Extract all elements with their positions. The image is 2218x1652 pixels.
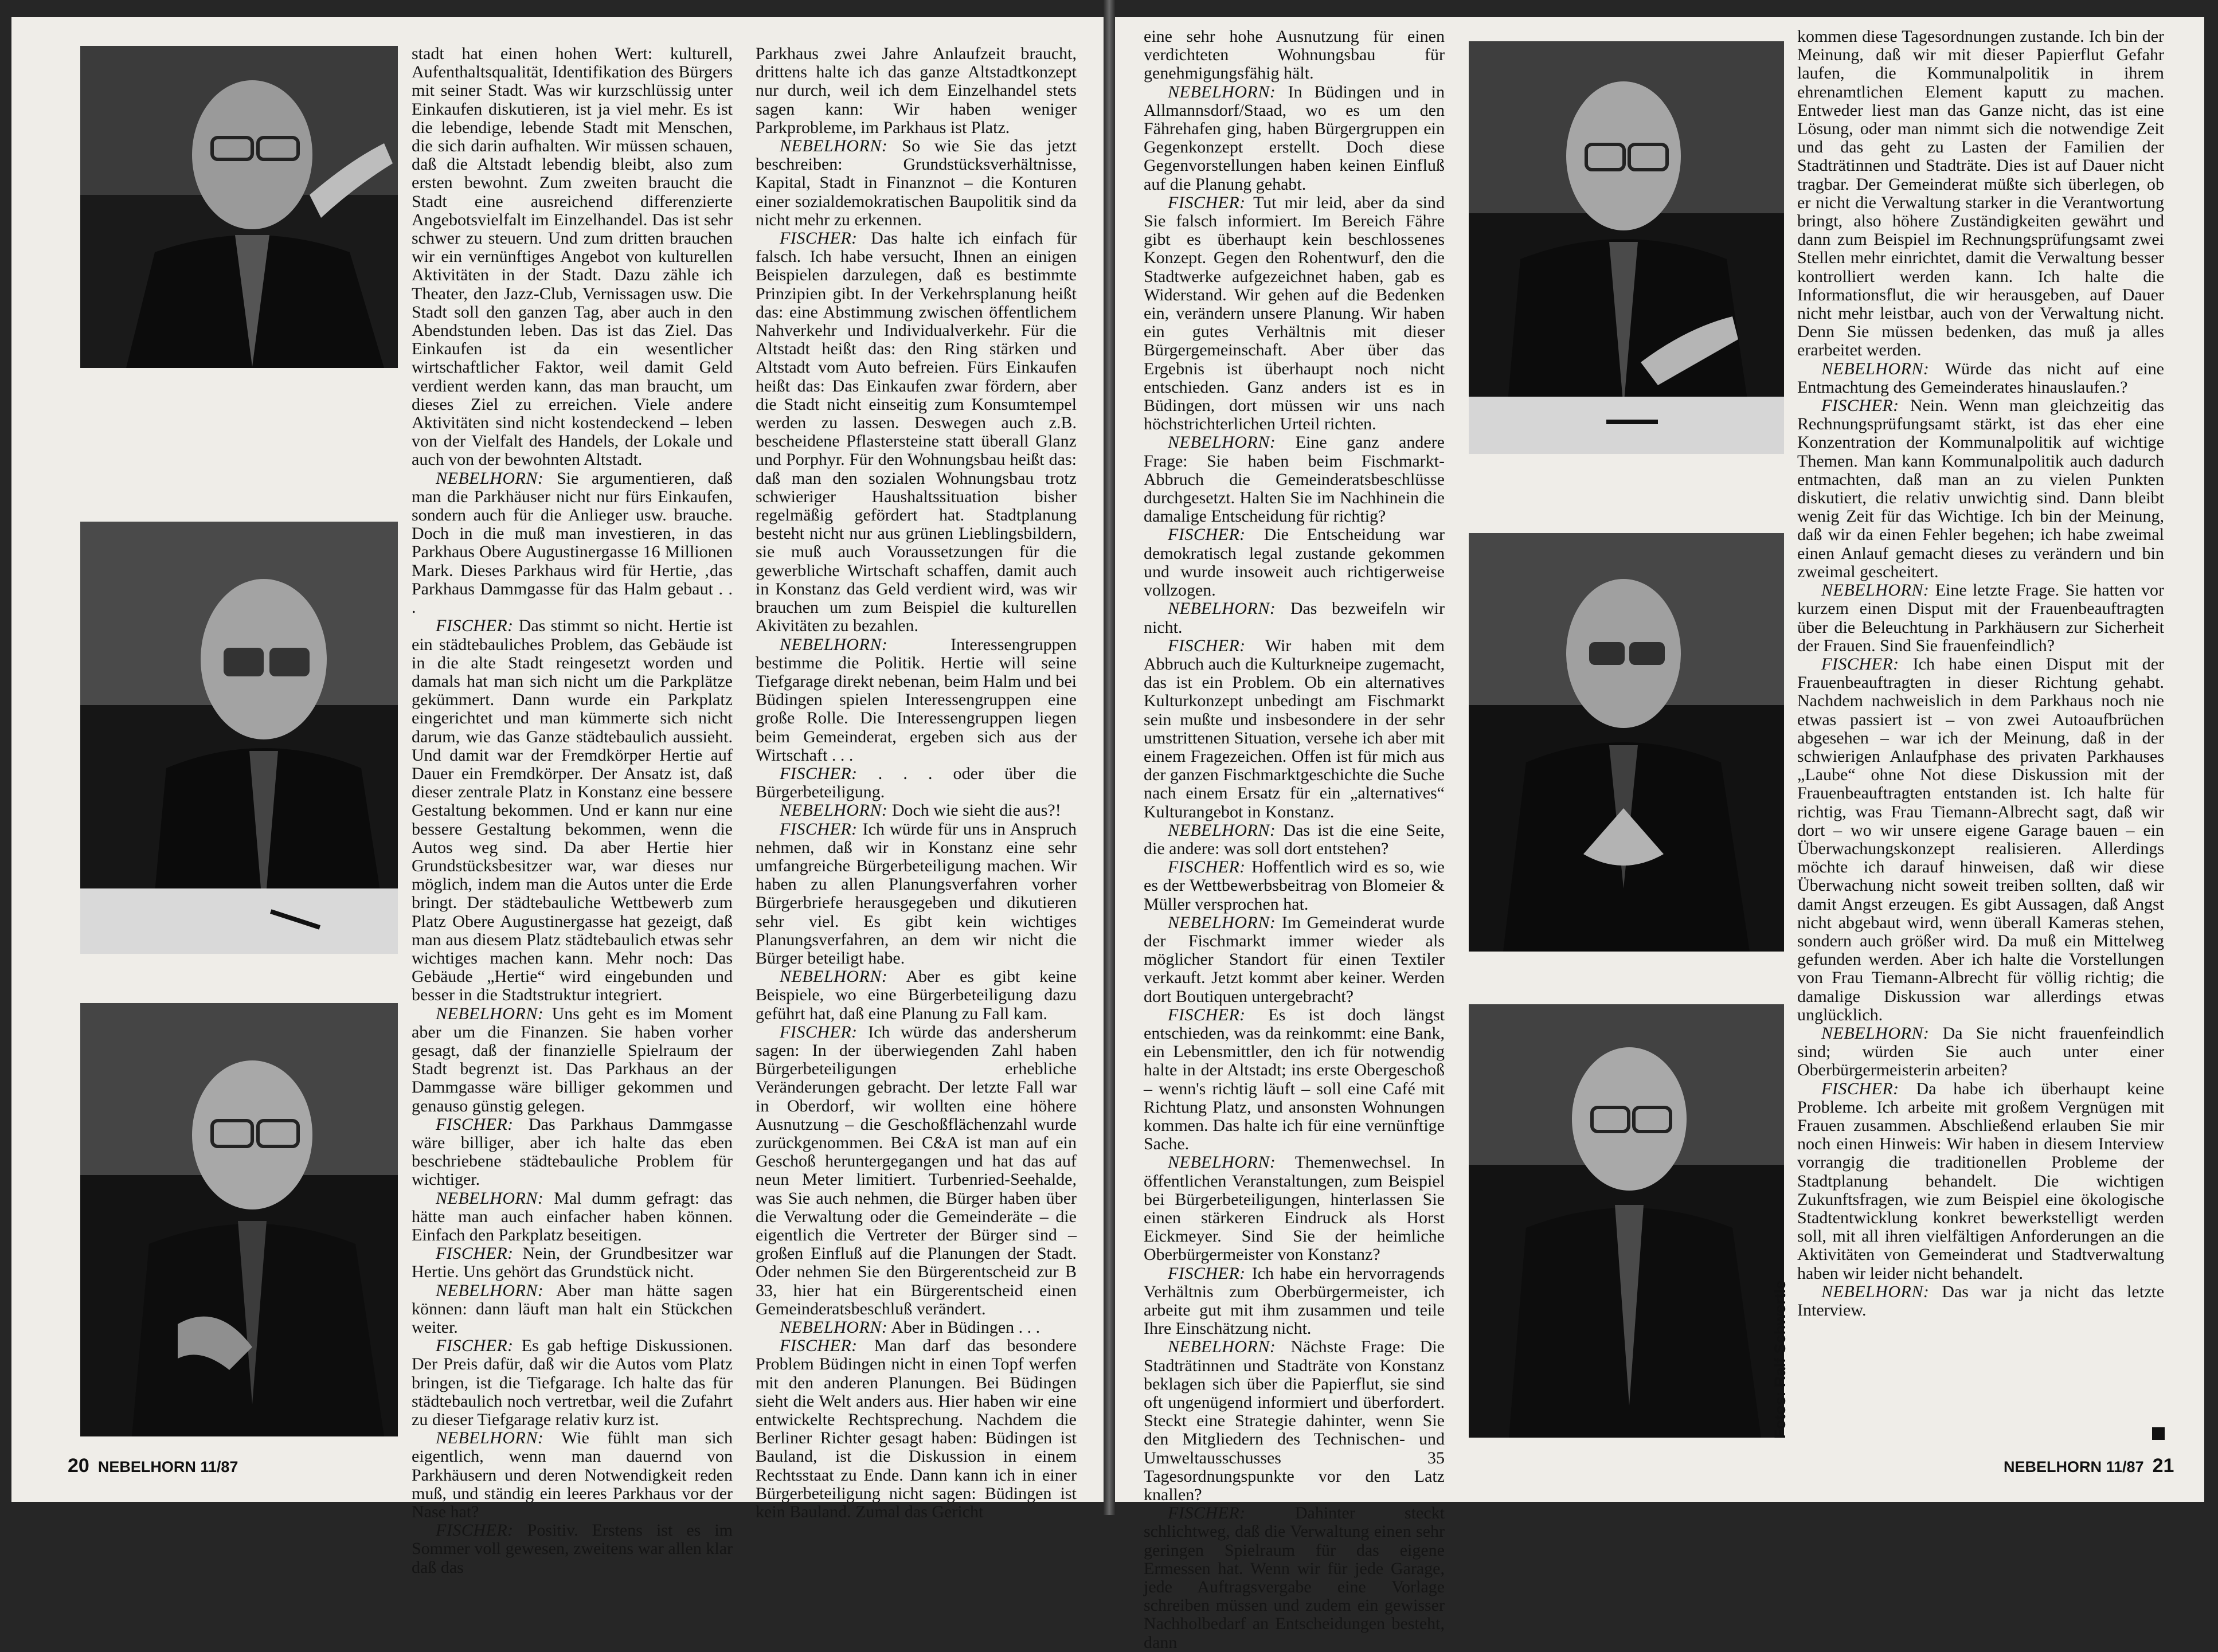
portrait-photo-1-image — [80, 46, 398, 368]
paragraph: FISCHER: Man darf das besondere Problem Büdingen nicht in einen Topf werfen mit den anderen Planungen. Bei Büdingen sieht die Welt anders aus. Hier haben wir eine entwickelte Rechtsprechung. Nachdem die Berliner Richter gesagt haben: Büdingen ist Bauland, ist die Diskussion in einem Rechtsstaat zu Ende. Dann kann ich in einer Bürgerbeteiligung nicht sagen: Büdingen ist kein Bauland. Zumal das Gericht — [756, 1336, 1077, 1522]
paragraph: FISCHER: Dahinter steckt schlichtweg, daß die Verwaltung einen sehr geringen Spielraum für das eigene Ermessen hat. Wenn wir für jede Garage, jede Auftragsvergabe eine Vorlage schreiben müssen und zudem ein gewisser Nachholbedarf an Entscheidungen besteht, dann — [1144, 1504, 1445, 1652]
paragraph: NEBELHORN: Aber es gibt keine Beispiele, wo eine Bürgerbeteiligung dazu geführt hat, daß eine Planung zu Fall kam. — [756, 967, 1077, 1023]
paragraph: FISCHER: Nein, der Grundbesitzer war Hertie. Uns gehört das Grundstück nicht. — [412, 1244, 733, 1282]
paragraph: FISCHER: Positiv. Erstens ist es im Sommer voll gewesen, zweitens war allen klar daß das — [412, 1521, 733, 1577]
portrait-photo-3 — [80, 1003, 398, 1436]
article-column-2 — [756, 44, 1077, 1522]
paragraph: FISCHER: . . . oder über die Bürgerbeteiligung. — [756, 764, 1077, 802]
paragraph: NEBELHORN: Interessengruppen bestimme die Politik. Hertie will seine Tiefgarage direkt nebenan, beim Halm und bei Büdingen spielen Interessengruppen eine große Rolle. Die Interessengruppen liegen beim Gemeinderat, ergeben sich aus der Wirtschaft . . . — [756, 635, 1077, 765]
paragraph: FISCHER: Es gab heftige Diskussionen. Der Preis dafür, daß wir die Autos vom Platz bringen, ist die Tiefgarage. Ich halte das für städtebaulich noch vertretbar, weil die Zufahrt zu dieser Tiefgarage relativ kurz ist. — [412, 1336, 733, 1430]
paragraph: NEBELHORN: Das war ja nicht das letzte Interview. — [1797, 1282, 2165, 1320]
portrait-photo-1 — [80, 46, 398, 368]
portrait-photo-6 — [1469, 1004, 1784, 1438]
portrait-photo-4 — [1469, 41, 1784, 454]
paragraph: NEBELHORN: Das bezweifeln wir nicht. — [1144, 599, 1445, 637]
paragraph: FISCHER: Ich habe einen Disput mit der Frauenbeauftragten in dieser Richtung gehabt. Nachdem nachweislich in dem Parkhaus noch nie etwas passiert ist – von zwei Autoaufbrüchen abgesehen – war ich der Meinung, daß in der schwierigen Anlaufphase des privaten Parkhauses „Laube“ ohne Not diese Diskussion mit der Frauenbeauftragten entstanden ist. Ich halte für richtig, was Frau Tiemann-Albrecht sagt, daß wir dort – wo wir unsere eigene Garage bauen – ein Überwachungskonzept realisieren. Allerdings möchte ich darauf hinweisen, daß wir diese Überwachung nicht soweit treiben sollten, daß wir damit Angst erzeugen. Es gibt Aussagen, daß Angst nicht abgebaut wird, wenn überall Kameras stehen, sondern auch größer wird. Da muß ein Mittelweg gefunden werden. Aber ich halte die Vorstellungen von Frau Tiemann-Albrecht für völlig richtig; die damalige Diskussion war allerdings etwas unglücklich. — [1797, 654, 2164, 1024]
paragraph: FISCHER: Das Parkhaus Dammgasse wäre billiger, aber ich halte das eben beschriebene städtebauliche Problem für wichtiger. — [412, 1114, 733, 1189]
paragraph: FISCHER: Da habe ich überhaupt keine Probleme. Ich arbeite mit großem Vergnügen mit Frauen zusammen. Abschließend erlauben Sie mir noch einen Hinweis: Wir haben in diesem Interview vorrangig die traditionellen Probleme der Stadtplanung behandelt. Die wichtigen Zukunftsfragen, wie zum Beispiel eine ökologische Stadtentwicklung konkret bewerkstelligt werden soll, mit all ihren vielfältigen Anforderungen an die Aktivitäten von Gemeinderat und Stadtverwaltung haben wir leider nicht behandelt. — [1797, 1079, 2165, 1283]
page-folio-right — [2004, 1455, 2174, 1477]
article-end-mark — [2152, 1427, 2165, 1440]
portrait-photo-4-image — [1469, 41, 1784, 454]
paragraph: NEBELHORN: Eine letzte Frage. Sie hatten vor kurzem einen Disput mit der Frauenbeauftragten über die Beleuchtung in Parkhäusern zur Sicherheit der Frauen. Sind Sie frauenfeindlich? — [1797, 581, 2165, 655]
paragraph: NEBELHORN: Wie fühlt man sich eigentlich, wenn man dauernd von Parkhäusern und deren Notwendigkeit reden muß, und ständig ein leeres Parkhaus vor der Nase hat? — [412, 1428, 733, 1522]
paragraph: FISCHER: Ich würde das andersherum sagen: In der überwiegenden Zahl haben Bürgerbeteiligungen erhebliche Veränderungen gebracht. Der letzte Fall war in Oberdorf, wir wollten eine höhere Ausnutzung – die Geschoßflächenzahl wurde zurückgenommen. Bei C&A ist man auf ein Geschoß heruntergegangen und hat das auf neun Meter limitiert. Turbenried-Seehalde, was Sie auch nehmen, die Bürger haben über die Verwaltung oder die Gemeinderäte – die eigentlich die Vertreter der Bürger sind – großen Einfluß auf die Planungen der Stadt. Oder nehmen Sie den Bürgerentscheid zur B 33, hier hat ein Bürgerentscheid einen Gemeinderatsbeschluß verändert. — [756, 1022, 1077, 1318]
paragraph: FISCHER: Wir haben mit dem Abbruch auch die Kulturkneipe zugemacht, das ist ein Problem. Ob ein alternatives Kulturkonzept unbedingt am Fischmarkt sein mußte und insbesondere in der sehr umstrittenen Situation, versehe ich aber mit einem Fragezeichen. Offen ist für mich aus der ganzen Fischmarktgeschichte die Suche nach einem Ersatz für ein „alternatives“ Kulturangebot in Konstanz. — [1144, 636, 1445, 821]
paragraph: NEBELHORN: Eine ganz andere Frage: Sie haben beim Fischmarkt-Abbruch die Gemeinderatsbeschlüsse durchgesetzt. Halten Sie im Nachhinein die damalige Entscheidung für richtig? — [1144, 433, 1445, 526]
paragraph: FISCHER: Nein. Wenn man gleichzeitig das Rechnungsprüfungsamt stärkt, ist das eher eine Konzentration der Kommunalpolitik auf wichtige Themen. Man kann Kommunalpolitik auch dadurch entmachten, daß man an zu vielen Punkten diskutiert, die relativ unwichtig sind. Dann bleibt wenig Zeit für das Wichtige. Ich bin der Meinung, daß wir da einen Fehler begehen; ich habe zweimal einen Anlauf gemacht dieses zu verändern und bin zweimal gescheitert. — [1797, 396, 2164, 581]
page-number: 21 — [2152, 1455, 2174, 1477]
paragraph: FISCHER: Hoffentlich wird es so, wie es der Wettbewerbsbeitrag von Blomeier & Müller versprochen hat. — [1144, 858, 1445, 914]
paragraph: FISCHER: Ich würde für uns in Anspruch nehmen, daß wir in Konstanz eine sehr umfangreiche Bürgerbeteiligung machen. Wir haben zu allen Planungsverfahren vorher Bürgerbriefe herausgegeben und dikutieren sehr viel. Es gibt kein wichtiges Planungsverfahren, an dem wir nicht die Bürger beteiligt habe. — [756, 819, 1077, 968]
magazine-gutter — [1104, 0, 1115, 1515]
paragraph: NEBELHORN: Sie argumentieren, daß man die Parkhäuser nicht nur fürs Einkaufen, sondern auch für die Anlieger usw. brauche. Doch in die muß man investieren, in das Parkhaus Obere Augustinergasse 16 Millionen Mark. Dieses Parkhaus wird für Hertie, ‚das Parkhaus Dammgasse für das Halm gebaut . . . — [412, 468, 733, 617]
article-column-3 — [1144, 27, 1445, 1652]
paragraph: NEBELHORN: Mal dumm gefragt: das hätte man auch einfacher haben können. Einfach den Parkplatz beseitigen. — [412, 1188, 733, 1244]
page-folio-left — [68, 1455, 238, 1477]
portrait-photo-5 — [1469, 533, 1784, 952]
portrait-photo-2 — [80, 522, 398, 954]
paragraph: NEBELHORN: So wie Sie das jetzt beschreiben: Grundstücksverhältnisse, Kapital, Stadt in Finanznot – die Konturen einer sozialdemokratischen Baupolitik sind da nicht mehr zu erkennen. — [756, 136, 1077, 229]
portrait-photo-3-image — [80, 1003, 398, 1436]
article-column-4 — [1797, 28, 2164, 1426]
paragraph: NEBELHORN: Im Gemeinderat wurde der Fischmarkt immer wieder als möglicher Standort für einen Textiler verkauft. Jetzt kommt aber keiner. Werden dort Boutiquen untergebracht? — [1144, 913, 1445, 1006]
paragraph: NEBELHORN: Aber man hätte sagen können: dann läuft man halt ein Stückchen weiter. — [412, 1281, 733, 1337]
paragraph: Parkhaus zwei Jahre Anlaufzeit braucht, drittens halte ich das ganze Altstadtkonzept nur durch, weil ich dem Einzelhandel stets sagen kann: Wir haben weniger Parkprobleme, im Parkhaus ist Platz. — [756, 44, 1077, 137]
paragraph: NEBELHORN: Aber in Büdingen . . . — [780, 1318, 1040, 1337]
paragraph: FISCHER: Das halte ich einfach für falsch. Ich habe versucht, Ihnen an einigen Beispielen darzulegen, daß es bestimmte Prinzipien gibt. In der Verkehrsplanung heißt das: eine Abstimmung zwischen öffentlichem Nahverkehr und Individualverkehr. Für die Altstadt heißt das: den Ring stärken und Altstadt vom Auto befreien. Fürs Einkaufen heißt das: Das Einkaufen zwar fördern, aber die Stadt nicht einseitig zum Konsumtempel werden zu lassen. Deswegen auch z.B. bescheidene Pflastersteine statt überall Glanz und Porphyr. Für den Wohnungsbau heißt das: daß man den sozialen Wohnungsbau trotz schwieriger Haushaltssituation bisher regelmäßig gefördert hat. Stadtplanung besteht nicht nur aus grünen Lieblingsbildern, sie muß auch Voraussetzungen für die gewerbliche Wirtschaft schaffen, damit auch in Konstanz das Geld verdient wird, was wir brauchen um zum Beispiel die kulturellen Akivitäten zu bezahlen. — [756, 229, 1077, 636]
paragraph: NEBELHORN: Das ist die eine Seite, die andere: was soll dort entstehen? — [1144, 820, 1445, 858]
paragraph: FISCHER: Ich habe ein hervorragends Verhältnis zum Oberbürgermeister, ich arbeite gut mit ihm zusammen und teile Ihre Einschätzung nicht. — [1144, 1263, 1445, 1338]
magazine-issue: NEBELHORN 11/87 — [2004, 1458, 2144, 1475]
paragraph: FISCHER: Tut mir leid, aber da sind Sie falsch informiert. Im Bereich Fähre gibt es überhaupt kein beschlossenes Konzept. Gegen den Rohentwurf, den die Stadtwerke aufgezeichnet haben, gab es Widerstand. Wir gehen auf die Bedenken ein, verändern unsere Planung. Wir haben ein gutes Verhältnis mit dieser Bürgergemeinschaft. Aber über das Ergebnis ist überhaupt noch nicht entschieden. Ganz anders ist es in Büdingen, dort müssen wir uns nach höchstrichterlichen Urteil richten. — [1144, 193, 1445, 434]
paragraph: NEBELHORN: Themenwechsel. In öffentlichen Veranstaltungen, zum Beispiel bei Bürgerbeteiligungen, hinterlassen Sie einen stärkeren Eindruck als Horst Eickmeyer. Sind Sie der heimliche Oberbürgermeister von Konstanz? — [1144, 1153, 1445, 1265]
paragraph: NEBELHORN: Da Sie nicht frauenfeindlich sind; würden Sie auch unter einer Oberbürgermeisterin arbeiten? — [1797, 1023, 2164, 1080]
paragraph: NEBELHORN: Nächste Frage: Die Stadträtinnen und Stadträte von Konstanz beklagen sich über die Papierflut, sie sind oft ungenügend informiert und überfordert. Steckt eine Strategie dahinter, wenn Sie den Mitgliedern des Technischen- und Umweltausschusses 35 Tagesordnungspunkte vor den Latz knallen? — [1144, 1337, 1445, 1505]
paragraph: NEBELHORN: Uns geht es im Moment aber um die Finanzen. Sie haben vorher gesagt, daß der finanzielle Spielraum der Stadt begrenzt ist. Das Parkhaus an der Dammgasse wäre billiger gekommen und genauso günstig gelegen. — [412, 1004, 733, 1115]
page-number: 20 — [68, 1455, 89, 1477]
photo-credit: Fotos: Ralf Schwertle — [1771, 1280, 1789, 1439]
article-column-1 — [412, 44, 733, 1577]
right-page — [1115, 17, 2204, 1652]
paragraph: kommen diese Tagesordnungen zustande. Ich bin der Meinung, daß wir mit dieser Papierflut Gefahr laufen, die Kommunalpolitik in ihrem ehrenamtlichen Element kaputt zu machen. Entweder liest man das Ganze nicht, das ist eine Lösung, oder man nimmt sich die notwendige Zeit und das geht zu Lasten der Familien der Stadträtinnen und Stadträte. Dies ist auf Dauer nicht tragbar. Der Gemeinderat müßte sich überlegen, ob er nicht die Verwaltung starker in die Verantwortung bringt, also höhere Zuständigkeiten gewährt und dann zum Beispiel im Rechnungsprüfungsamt zwei Stellen mehr einrichtet, damit die Verwaltung besser kontrolliert werden kann. Ich halte die Informationsflut, die wir herausgeben, auf Dauer nicht mehr leistbar, auch von der Verwaltung nicht. Denn Sie müssen bedenken, das muß ja alles erarbeitet werden. — [1797, 27, 2164, 360]
magazine-issue: NEBELHORN 11/87 — [97, 1458, 238, 1475]
paragraph: eine sehr hohe Ausnutzung für einen verdichteten Wohnungsbau für genehmigungsfähig hält. — [1144, 27, 1445, 83]
paragraph: FISCHER: Das stimmt so nicht. Hertie ist ein städtebauliches Problem, das Gebäude ist in die alte Stadt reingesetzt worden und damals hat man sich nicht um die Parkplätze gekümmert. Dann wurde ein Parkplatz eingerichtet und man kümmerte sich nicht darum, wie das Ganze städtebaulich aussieht. Und damit war der Fremdkörper Hertie auf Dauer ein Fremdkörper. Der Ansatz ist, daß dieser zentrale Platz in Konstanz eine bessere Gestaltung bekommen. Und er kann nur eine bessere Gestaltung bekommen, wenn die Autos weg sind. Da aber Hertie hier Grundstücksbesitzer war, war dieses nur möglich, indem man die Autos unter die Erde bringt. Der städtebauliche Wettbewerb zum Platz Obere Augustinergasse hat gezeigt, daß man aus diesem Platz städtebaulich etwas sehr wichtiges machen kann. Mehr noch: Das Gebäude „Hertie“ wird eingebunden und besser in die Stadtstruktur integriert. — [412, 616, 733, 1005]
paragraph: stadt hat einen hohen Wert: kulturell, Aufenthaltsqualität, Identifikation des Bürgers mit seiner Stadt. Was wir kurzschlüssig unter Einkaufen diskutieren, ist ja viel mehr. Es ist die lebendige, lebende Stadt mit Menschen, die sich darin aufhalten. Wir müssen schauen, daß die Altstadt lebendig bleibt, also zum ersten bewohnt. Zum zweiten braucht die Stadt eine ausreichend differenzierte Angebotsvielfalt im Einzelhandel. Das ist sehr schwer zu steuern. Und zum dritten brauchen wir ein vernünftiges Angebot von kulturellen Aktivitäten in der Stadt. Dazu zähle ich Theater, den Jazz-Club, Vernissagen usw. Die Stadt soll den ganzen Tag, aber auch in den Abendstunden leben. Das ist das Ziel. Das Einkaufen ist da ein wesentlicher wirtschaftlicher Faktor, weil damit Geld verdient werden kann, das man braucht, um dieses Ziel zu erreichen. Viele andere Aktivitäten sind nicht kostendeckend – leben von der Vielfalt des Handels, der Lokale und auch von der bewohnten Altstadt. — [412, 44, 733, 469]
portrait-photo-5-image — [1469, 533, 1784, 952]
left-page — [11, 17, 1104, 1577]
portrait-photo-6-image — [1469, 1004, 1784, 1438]
portrait-photo-2-image — [80, 522, 398, 954]
paragraph: FISCHER: Die Entscheidung war demokratisch legal zustande gekommen und wurde insoweit auch richtigerweise vollzogen. — [1144, 525, 1445, 600]
paragraph: FISCHER: Es ist doch längst entschieden, was da reinkommt: eine Bank, ein Lebensmittler, den ich für notwendig halte in der Altstadt; ins erste Obergeschoß – wenn's richtig läuft – soll eine Café mit Richtung Platz, und ansonsten Wohnungen kommen. Das halte ich für eine vernünftige Sache. — [1144, 1005, 1445, 1154]
paragraph: NEBELHORN: In Büdingen und in Allmannsdorf/Staad, wo es um den Fährehafen ging, haben Bürgergruppen ein Gegenkonzept erstellt. Doch diese Gegenvorstellungen haben keinen Einfluß auf die Planung gehabt. — [1144, 82, 1445, 194]
paragraph: NEBELHORN: Doch wie sieht die aus?! — [780, 801, 1061, 820]
paragraph: NEBELHORN: Würde das nicht auf eine Entmachtung des Gemeinderates hinauslaufen.? — [1797, 359, 2164, 397]
